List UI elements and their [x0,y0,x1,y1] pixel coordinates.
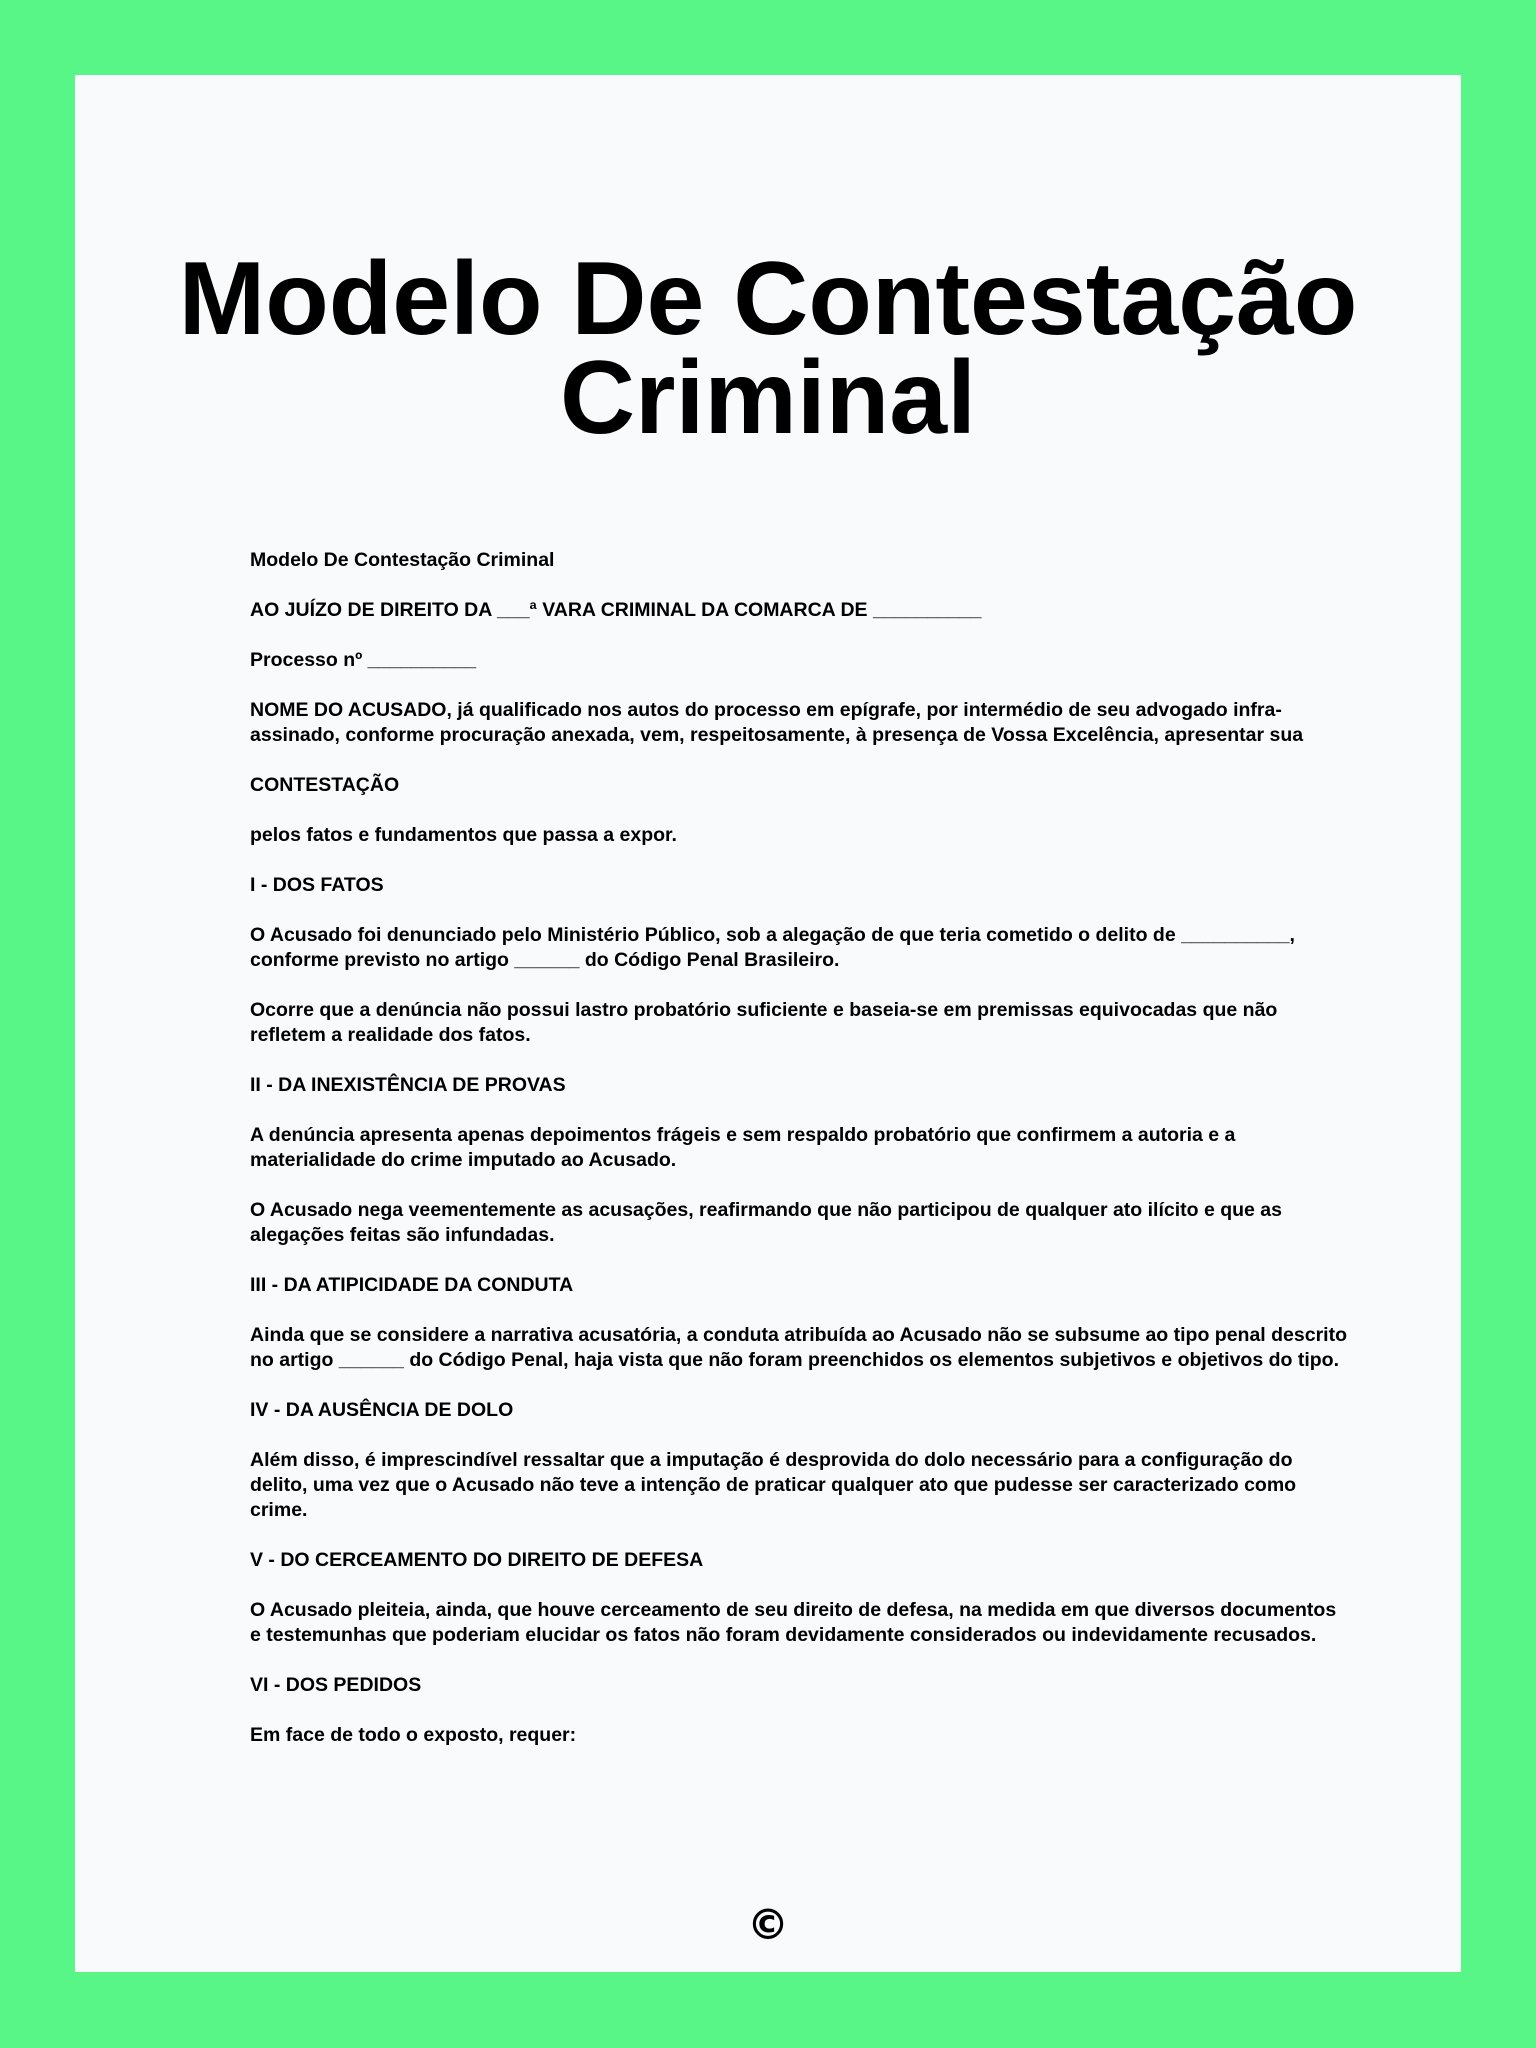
paragraph-pedidos: Em face de todo o exposto, requer: [250,1724,577,1746]
paragraph-fatos-1: O Acusado foi denunciado pelo Ministério Público, sob a alegação de que teria cometido o delito de __________, conforme previsto no artigo ______ do Código Penal Brasileiro. [250,924,1295,971]
document-title: Modelo De Contestação Criminal [178,241,1358,456]
section-heading-fatos: I - DOS FATOS [250,874,384,896]
process-number: Processo nº __________ [250,649,477,671]
paragraph-provas-1: A denúncia apresenta apenas depoimentos frágeis e sem respaldo probatório que confirmem a autoria e a materialidade do crime imputado ao Acusado. [250,1124,1236,1171]
paragraph-dolo: Além disso, é imprescindível ressaltar que a imputação é desprovida do dolo necessário para a configuração do delito, uma vez que o Acusado não teve a intenção de praticar qualquer ato que pudesse ser caracterizado como crime. [250,1449,1297,1521]
document-page [75,75,1461,1972]
document-body [250,548,1350,1773]
paragraph-fatos-2: Ocorre que a denúncia não possui lastro probatório suficiente e baseia-se em premissas equivocadas que não refletem a realidade dos fatos. [250,999,1278,1046]
intro-paragraph: NOME DO ACUSADO, já qualificado nos autos do processo em epígrafe, por intermédio de seu advogado infra-assinado, conforme procuração anexada, vem, respeitosamente, à presença de Vossa Excelência, apresentar sua [250,699,1304,746]
intro-closing: pelos fatos e fundamentos que passa a expor. [250,824,677,846]
body-subtitle: Modelo De Contestação Criminal [250,549,555,571]
section-heading-dolo: IV - DA AUSÊNCIA DE DOLO [250,1399,514,1421]
copyright-icon: © [747,1900,789,1949]
section-heading-atipicidade: III - DA ATIPICIDADE DA CONDUTA [250,1274,574,1296]
paragraph-provas-2: O Acusado nega veementemente as acusações, reafirmando que não participou de qualquer ato ilícito e que as alegações feitas são infundadas. [250,1199,1282,1246]
contestacao-heading: CONTESTAÇÃO [250,774,400,796]
section-heading-defesa: V - DO CERCEAMENTO DO DIREITO DE DEFESA [250,1549,704,1571]
section-heading-pedidos: VI - DOS PEDIDOS [250,1674,422,1696]
section-heading-provas: II - DA INEXISTÊNCIA DE PROVAS [250,1074,566,1096]
court-address: AO JUÍZO DE DIREITO DA ___ª VARA CRIMINAL DA COMARCA DE __________ [250,599,982,621]
paragraph-defesa: O Acusado pleiteia, ainda, que houve cerceamento de seu direito de defesa, na medida em que diversos documentos e testemunhas que poderiam elucidar os fatos não foram devidamente considerados ou indevidamente recusados. [250,1599,1337,1646]
paragraph-atipicidade: Ainda que se considere a narrativa acusatória, a conduta atribuída ao Acusado não se subsume ao tipo penal descrito no artigo ______ do Código Penal, haja vista que não foram preenchidos os elementos subjetivos e objetivos do tipo. [250,1324,1347,1371]
